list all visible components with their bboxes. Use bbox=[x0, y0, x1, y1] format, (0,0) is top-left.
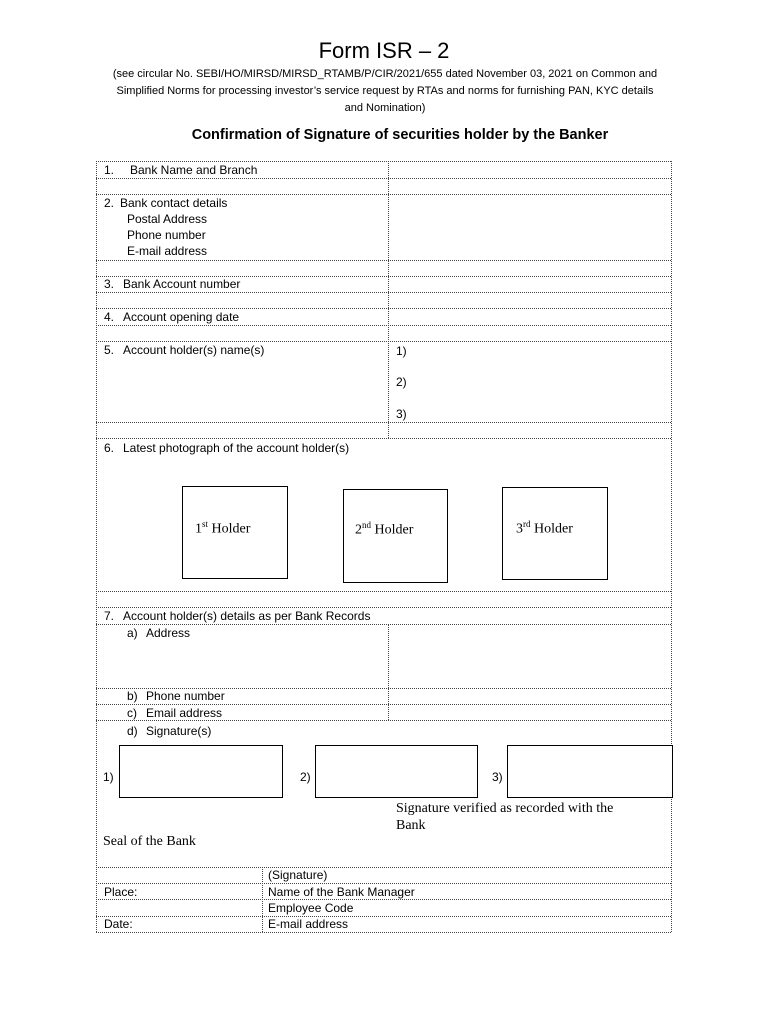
row-line bbox=[96, 325, 671, 326]
row-line bbox=[96, 899, 671, 900]
holder-name-2-marker: 2) bbox=[396, 375, 407, 389]
employee-code-label: Employee Code bbox=[268, 901, 354, 915]
row-line bbox=[96, 624, 671, 625]
email-marker: c) bbox=[127, 706, 137, 720]
phone-marker: b) bbox=[127, 689, 138, 703]
signature-box-2[interactable] bbox=[315, 745, 478, 798]
bank-name-label: Bank Name and Branch bbox=[130, 163, 258, 177]
row-line bbox=[96, 591, 671, 592]
holder-name-1-marker: 1) bbox=[396, 344, 407, 358]
row-line bbox=[96, 704, 671, 705]
row-line bbox=[96, 607, 671, 608]
circular-reference bbox=[90, 66, 680, 117]
circular-line-1: (see circular No. SEBI/HO/MIRSD/MIRSD_RTAMB/P/CIR/2021/655 dated November 03, 2021 on Common and bbox=[112, 68, 658, 80]
row-line bbox=[96, 194, 671, 195]
phone-number-label: Phone number bbox=[127, 228, 206, 242]
details-phone-label: Phone number bbox=[146, 689, 225, 703]
row-line bbox=[96, 341, 671, 342]
photo-holder-2-label: 2nd Holder bbox=[355, 520, 414, 538]
bank-manager-label: Name of the Bank Manager bbox=[268, 885, 415, 899]
row-line bbox=[96, 932, 671, 933]
email-address-label: E-mail address bbox=[127, 244, 208, 258]
photo-holder-3-label: 3rd Holder bbox=[516, 519, 573, 537]
holder-names-label: Account holder(s) name(s) bbox=[123, 343, 265, 357]
seal-of-bank: Seal of the Bank bbox=[103, 834, 196, 849]
row-line bbox=[96, 867, 671, 868]
signature-1-marker: 1) bbox=[103, 770, 114, 784]
photo-holder-1-label: 1st Holder bbox=[195, 519, 251, 537]
row-line bbox=[96, 292, 671, 293]
signatures-label: Signature(s) bbox=[146, 724, 212, 738]
row-line bbox=[96, 422, 671, 423]
row-line bbox=[96, 308, 671, 309]
account-number-label: Bank Account number bbox=[123, 277, 241, 291]
bank-contact-label: Bank contact details bbox=[120, 196, 228, 210]
signature-box-1[interactable] bbox=[119, 745, 283, 798]
photo-box-holder-3[interactable] bbox=[502, 487, 608, 580]
details-email-label: Email address bbox=[146, 706, 223, 720]
manager-email-label: E-mail address bbox=[268, 917, 349, 931]
row-line bbox=[96, 161, 671, 162]
photo-box-holder-1[interactable] bbox=[182, 486, 288, 579]
address-label: Address bbox=[146, 626, 191, 640]
form-subtitle: Confirmation of Signature of securities holder by the Banker bbox=[191, 127, 609, 143]
signature-caption: (Signature) bbox=[268, 868, 328, 882]
signature-3-marker: 3) bbox=[492, 770, 503, 784]
verification-text-line-2: Bank bbox=[396, 818, 426, 833]
opening-date-label: Account opening date bbox=[123, 310, 240, 324]
signature-2-marker: 2) bbox=[300, 770, 311, 784]
circular-line-3: and Nomination) bbox=[344, 102, 426, 114]
photo-box-holder-2[interactable] bbox=[343, 489, 448, 583]
row-7-number: 7. bbox=[104, 609, 115, 623]
address-marker: a) bbox=[127, 626, 138, 640]
row-4-number: 4. bbox=[104, 310, 115, 324]
place-label: Place: bbox=[104, 885, 138, 899]
column-divider bbox=[388, 161, 389, 438]
row-1-number: 1. bbox=[104, 163, 115, 177]
row-line bbox=[96, 883, 671, 884]
table-right-border bbox=[671, 161, 672, 932]
row-3-number: 3. bbox=[104, 277, 115, 291]
row-line bbox=[96, 178, 671, 179]
holder-name-3-marker: 3) bbox=[396, 407, 407, 421]
photograph-label: Latest photograph of the account holder(s) bbox=[123, 441, 350, 455]
signature-box-3[interactable] bbox=[507, 745, 673, 798]
signature-marker: d) bbox=[127, 724, 138, 738]
circular-line-2: Simplified Norms for processing investor’s service request by RTAs and norms for furnishing PAN, KYC details bbox=[116, 85, 654, 97]
verification-text-line-1: Signature verified as recorded with the bbox=[396, 801, 614, 816]
row-line bbox=[96, 916, 671, 917]
row-line bbox=[96, 260, 671, 261]
row-line bbox=[96, 720, 671, 721]
row-2-number: 2. bbox=[104, 196, 115, 210]
column-divider-details bbox=[388, 624, 389, 720]
form-title: Form ISR – 2 bbox=[318, 38, 450, 63]
row-6-number: 6. bbox=[104, 441, 115, 455]
postal-address-label: Postal Address bbox=[127, 212, 208, 226]
date-label: Date: bbox=[104, 917, 133, 931]
row-line bbox=[96, 438, 671, 439]
row-5-number: 5. bbox=[104, 343, 115, 357]
holder-details-label: Account holder(s) details as per Bank Records bbox=[123, 609, 371, 623]
